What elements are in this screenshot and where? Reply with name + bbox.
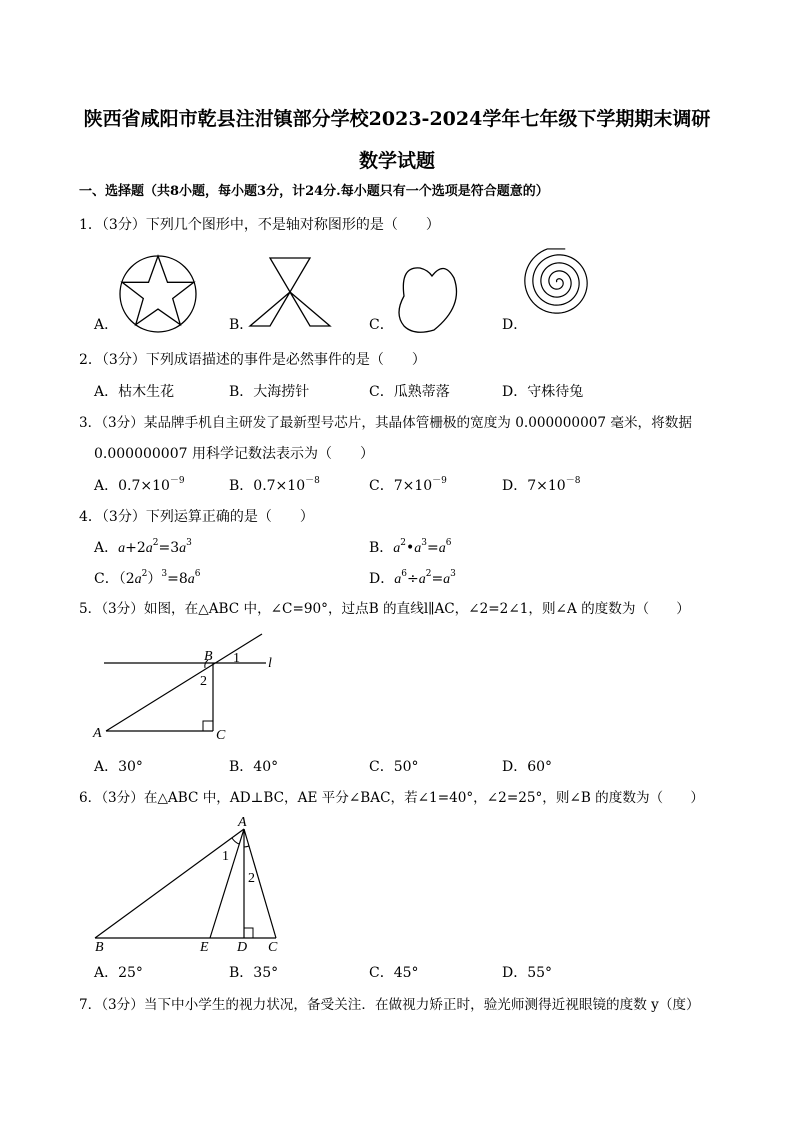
question-4-option-d: D．$a^6\div a^2=a^3$ [369, 569, 456, 587]
doc-title-line2: 数学试题 [358, 150, 435, 172]
question-7-stem: 7．（3分）当下中小学生的视力状况，备受关注．在做视力矫正时，验光师测得近视眼镜的度数 y（度） [79, 997, 700, 1013]
q5-label-C: C [216, 728, 226, 743]
question-3-option-a: A．$0.7\times 10^{-9}$ [94, 476, 185, 494]
question-5-option-c: C．50° [369, 759, 419, 775]
question-2-option-b: B．大海捞针 [229, 384, 310, 400]
question-3-option-d: D．$7\times 10^{-8}$ [502, 476, 581, 494]
section-heading: 一、选择题（共8小题，每小题3分，计24分.每小题只有一个选项是符合题意的） [79, 184, 549, 199]
question-6-option-c: C．45° [369, 965, 419, 981]
question-1-option-a: A． [94, 317, 119, 333]
question-6-option-d: D．55° [502, 965, 553, 981]
q6-label-2: 2 [248, 871, 255, 886]
question-3-option-c: C．$7\times 10^{-9}$ [369, 476, 447, 494]
question-6-option-a: A．25° [94, 965, 143, 981]
question-6-option-b: B．35° [229, 965, 279, 981]
question-2-stem: 2．（3分）下列成语描述的事件是必然事件的是（ ） [79, 352, 426, 368]
question-2-option-a: A．枯木生花 [94, 384, 175, 400]
question-3-stem-line2: 0.000000007 用科学记数法表示为（ ） [94, 446, 374, 462]
q5-label-1: 1 [233, 651, 240, 666]
question-2-option-c: C．瓜熟蒂落 [369, 384, 450, 400]
q6-label-1: 1 [222, 849, 229, 864]
question-3-option-b: B．$0.7\times 10^{-8}$ [229, 476, 320, 494]
question-5-option-d: D．60° [502, 759, 553, 775]
question-1-option-c: C． [369, 317, 394, 333]
q5-label-l: l [268, 656, 272, 671]
question-4-stem: 4．（3分）下列运算正确的是（ ） [79, 509, 314, 525]
q6-label-D: D [237, 940, 248, 955]
question-5-stem: 5．（3分）如图，在△ABC 中，∠C=90°，过点B 的直线l∥AC，∠2=2∠1，则∠A 的度数为（ ） [79, 601, 690, 617]
q6-label-C: C [268, 940, 278, 955]
question-1-option-d: D． [502, 317, 528, 333]
question-5-option-a: A．30° [94, 759, 143, 775]
q5-label-2: 2 [200, 674, 207, 689]
q5-label-B: B [204, 649, 213, 664]
question-1-stem: 1．（3分）下列几个图形中，不是轴对称图形的是（ ） [79, 217, 440, 233]
q5-label-A: A [93, 726, 102, 741]
question-1-option-b: B． [229, 317, 254, 333]
question-4-option-c: C．$(2a^2)^3=8a^6$ [94, 569, 201, 587]
question-2-option-d: D．守株待兔 [502, 384, 584, 400]
question-4-option-b: B．$a^2•a^3=a^6$ [369, 538, 452, 556]
question-6-stem: 6．（3分）在△ABC 中，AD⊥BC，AE 平分∠BAC，若∠1=40°，∠2=25°，则∠B 的度数为（ ） [79, 790, 704, 806]
question-4-option-a: A．$a+2a^2=3a^3$ [94, 538, 192, 556]
question-5-option-b: B．40° [229, 759, 279, 775]
q6-label-A: A [238, 815, 247, 830]
doc-title-line1: 陕西省咸阳市乾县注泔镇部分学校2023-2024学年七年级下学期期末调研 [83, 108, 711, 130]
q6-label-B: B [95, 940, 104, 955]
q6-label-E: E [200, 940, 209, 955]
question-3-stem-line1: 3．（3分）某品牌手机自主研发了最新型号芯片，其晶体管栅极的宽度为 0.000000007 毫米，将数据 [79, 415, 692, 431]
